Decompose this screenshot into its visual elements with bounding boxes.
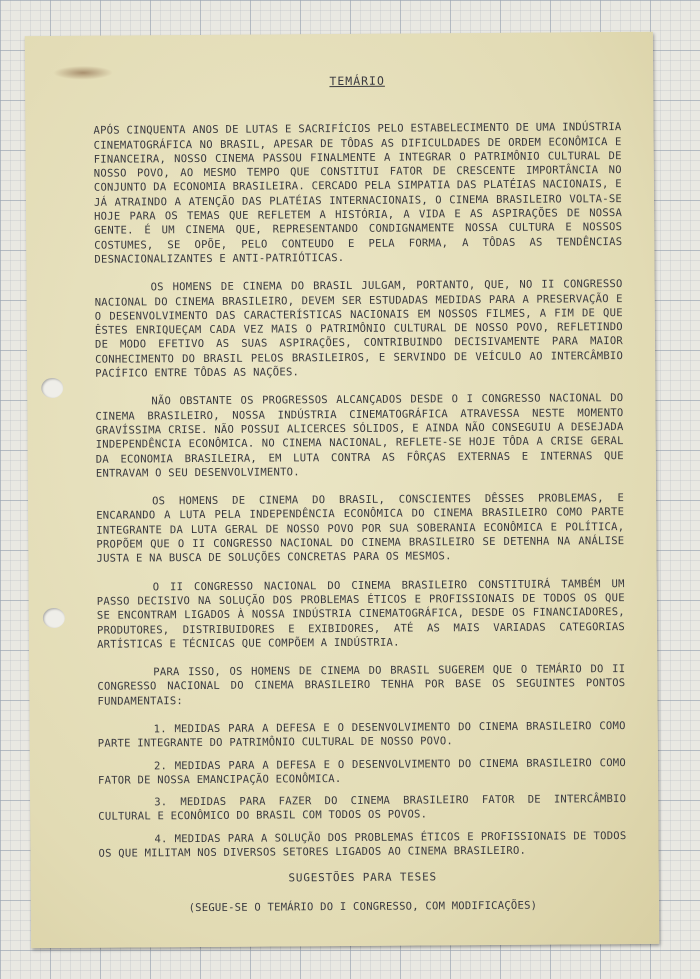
list-item-2: 2. MEDIDAS PARA A DEFESA E O DESENVOLVIMENTO DO CINEMA BRASILEIRO COMO FATOR DE NOSSA EMANCIPAÇÃO ECONÔMICA.	[97, 756, 626, 787]
paper-sheet	[25, 32, 659, 948]
paragraph-6: PARA ISSO, OS HOMENS DE CINEMA DO BRASIL SUGEREM QUE O TEMÁRIO DO II CONGRESSO NACIONAL DO CINEMA BRASILEIRO TENHA POR BASE OS SEGUINTES PONTOS FUNDAMENTAIS:	[97, 663, 626, 708]
closing-note: (SEGUE-SE O TEMÁRIO DO I CONGRESSO, COM MODIFICAÇÕES)	[188, 899, 538, 914]
punch-hole-top	[41, 378, 63, 398]
document-title: TEMÁRIO	[329, 73, 385, 89]
typed-text-body	[93, 72, 627, 916]
paragraph-1: APÓS CINQUENTA ANOS DE LUTAS E SACRIFÍCIOS PELO ESTABELECIMENTO DE UMA INDÚSTRIA CINEMATOGRÁFICA NO BRASIL, APESAR DE TÔDAS AS DIFICULDADES DE ORDEM ECONÔMICA E FINANCEIRA, NOSSO CINEMA PASSOU FINALMENTE A INTEGRAR O PATRIMÔNIO CULTURAL DE NOSSO POVO, AO MESMO TEMPO QUE CONSTITUI FATOR DE CRESCENTE IMPORTÂNCIA NO CONJUNTO DA ECONOMIA BRASILEIRA. CERCADO PELA SIMPATIA DAS PLATÉIAS NACIONAIS, E JÁ ATRAINDO A ATENÇÃO DAS PLATÉIAS INTERNACIONAIS, O CINEMA BRASILEIRO VOLTA-SE HOJE PARA OS TEMAS QUE REFLETEM A HISTÓRIA, A VIDA E AS ASPIRAÇÕES DE NOSSA GENTE. É UM CINEMA QUE, REPRESENTANDO CONDIGNAMENTE NOSSA CULTURA E NOSSOS COSTUMES, SE OPÕE, PELO CONTEUDO E PELA FORMA, A TÔDAS AS TENDÊNCIAS DESNACIONALIZANTES E ANTI-PATRIÓTICAS.	[93, 121, 623, 266]
list-item-1: 1. MEDIDAS PARA A DEFESA E O DESENVOLVIMENTO DO CINEMA BRASILEIRO COMO PARTE INTEGRANTE DO PATRIMÔNIO CULTURAL DE NOSSO POVO.	[97, 720, 626, 750]
paragraph-3: NÃO OBSTANTE OS PROGRESSOS ALCANÇADOS DESDE O I CONGRESSO NACIONAL DO CINEMA BRASILEIRO, NOSSA INDÚSTRIA CINEMATOGRÁFICA ATRAVESSA NESTE MOMENTO GRAVÍSSIMA CRISE. NÃO POSSUI ALICERCES SÓLIDOS, E AINDA NÃO CONSEGUIU A DESEJADA INDEPENDÊNCIA ECONÔMICA. NO CINEMA NACIONAL, REFLETE-SE HOJE TÔDA A CRISE GERAL DA ECONOMIA BRASILEIRA, EM LUTA CONTRA AS FÔRÇAS EXTERNAS E INTERNAS QUE ENTRAVAM O SEU DESENVOLVIMENTO.	[95, 392, 624, 480]
paragraph-4: OS HOMENS DE CINEMA DO BRASIL, CONSCIENTES DÊSSES PROBLEMAS, E ENCARANDO A LUTA PELA INDEPENDÊNCIA ECONÔMICA DO CINEMA BRASILEIRO COMO PARTE INTEGRANTE DA LUTA GERAL DE NOSSO POVO POR SUA SOBERANIA ECONÔMICA E POLÍTICA, PROPÕEM QUE O II CONGRESSO NACIONAL DO CINEMA BRASILEIRO SE DETENHA NA ANÁLISE JUSTA E NA BUSCA DE SOLUÇÕES CONCRETAS PARA OS MESMOS.	[96, 492, 625, 566]
punch-hole-bottom	[43, 608, 65, 628]
paragraph-5: O II CONGRESSO NACIONAL DO CINEMA BRASILEIRO CONSTITUIRÁ TAMBÉM UM PASSO DECISIVO NA SOLUÇÃO DOS PROBLEMAS ÉTICOS E PROFISSIONAIS DE TODOS OS QUE SE ENCONTRAM LIGADOS À NOSSA INDÚSTRIA CINEMATOGRÁFICA, DESDE OS FINANCIADORES, PRODUTORES, DISTRIBUIDORES E EXIBIDORES, ATÉ AS MAIS VARIADAS CATEGORIAS ARTÍSTICAS E TÉCNICAS QUE COMPÕEM A INDÚSTRIA.	[96, 577, 626, 651]
paragraph-2: OS HOMENS DE CINEMA DO BRASIL JULGAM, PORTANTO, QUE, NO II CONGRESSO NACIONAL DO CINEMA BRASILEIRO, DEVEM SER ESTUDADAS MEDIDAS PARA A PRESERVAÇÃO E O DESENVOLVIMENTO DAS CARACTERÍSTICAS NACIONAIS EM NOSSOS FILMES, A FIM DE QUE ÊSTES ENRIQUEÇAM CADA VEZ MAIS O PATRIMÔNIO CULTURAL DE NOSSO POVO, REFLETINDO DE MODO EFETIVO AS SUAS ASPIRAÇÕES, CONTRIBUINDO DECISIVAMENTE PARA MAIOR CONHECIMENTO DO BRASIL PELOS BRASILEIROS, E SERVINDO DE VEÍCULO AO INTERCÂMBIO PACÍFICO ENTRE TÔDAS AS NAÇÕES.	[94, 278, 624, 380]
list-item-3: 3. MEDIDAS PARA FAZER DO CINEMA BRASILEIRO FATOR DE INTERCÂMBIO CULTURAL E ECONÔMICO DO BRASIL COM TODOS OS POVOS.	[98, 793, 627, 824]
list-item-4: 4. MEDIDAS PARA A SOLUÇÃO DOS PROBLEMAS ÉTICOS E PROFISSIONAIS DE TODOS OS QUE MILITAM NOS DIVERSOS SETORES LIGADOS AO CINEMA BRASILEIRO.	[98, 829, 627, 860]
section-subtitle: SUGESTÕES PARA TESES	[288, 870, 437, 885]
